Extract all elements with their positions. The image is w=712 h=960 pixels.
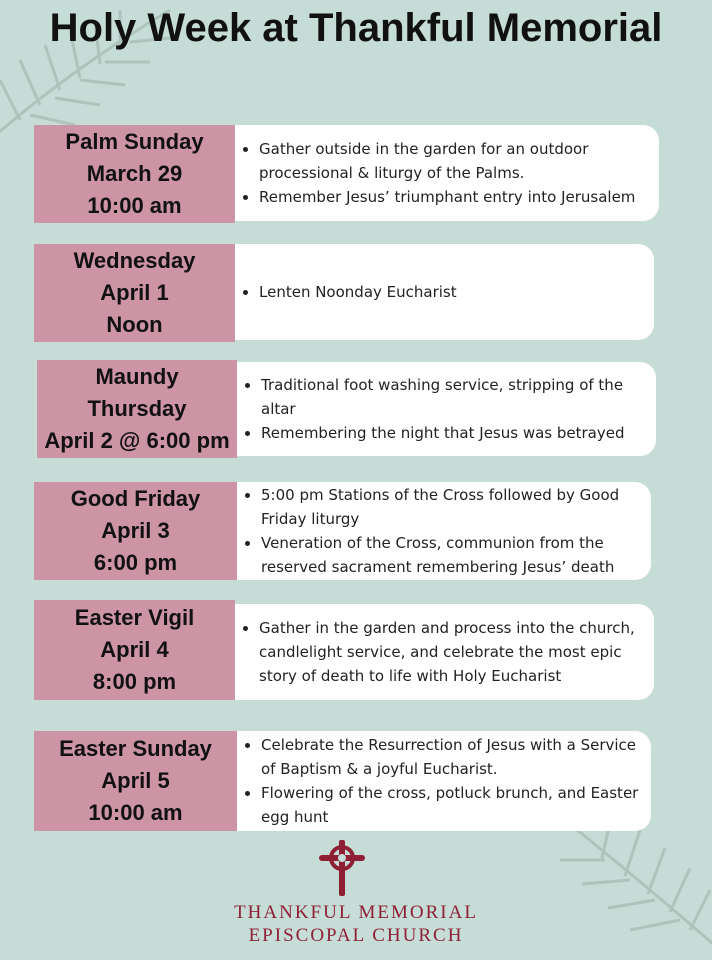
details-list <box>235 137 659 209</box>
schedule-date: April 1 <box>100 280 169 305</box>
schedule-date-block <box>34 731 237 831</box>
list-item: • Lenten Noonday Eucharist <box>259 280 457 304</box>
schedule-time: Noon <box>106 312 163 337</box>
schedule-time: 6:00 pm <box>93 550 178 575</box>
schedule-time: 10:00 am <box>87 193 182 218</box>
schedule-date-block <box>34 482 237 580</box>
list-item: • Traditional foot washing service, stripping of the altar <box>261 373 656 421</box>
schedule-time: April 2 @ 6:00 pm <box>44 428 230 453</box>
schedule-day: Easter Vigil <box>74 605 195 630</box>
list-item: • Flowering of the cross, potluck brunch, and Easter egg hunt <box>261 781 651 829</box>
schedule-date-block <box>34 125 235 223</box>
schedule-details-card <box>237 731 651 831</box>
details-list <box>237 733 651 829</box>
schedule-details-card <box>237 482 651 580</box>
schedule-details-card <box>235 125 659 221</box>
schedule-day: Good Friday <box>70 486 201 511</box>
list-item: • Gather outside in the garden for an outdoor processional & liturgy of the Palms. <box>259 137 659 185</box>
church-name-line1: THANKFUL MEMORIAL <box>234 902 478 923</box>
schedule-date: April 4 <box>100 637 169 662</box>
details-list <box>235 616 654 688</box>
page-title: Holy Week at Thankful Memorial <box>49 6 663 50</box>
details-list <box>237 373 656 445</box>
schedule-date-block <box>34 600 235 700</box>
schedule-details-card <box>235 244 654 340</box>
details-list <box>235 280 457 304</box>
list-item: • Celebrate the Resurrection of Jesus with a Service of Baptism & a joyful Eucharist. <box>261 733 651 781</box>
list-item: • Gather in the garden and process into the church, candlelight service, and celebrate the most epic story of death to life with Holy Eucharist <box>259 616 654 688</box>
list-item: • 5:00 pm Stations of the Cross followed by Good Friday liturgy <box>261 483 651 531</box>
schedule-time: 8:00 pm <box>92 669 177 694</box>
list-item: • Veneration of the Cross, communion from the reserved sacrament remembering Jesus’ death <box>261 531 651 579</box>
schedule-date-block <box>34 244 235 342</box>
celtic-cross-icon <box>319 840 365 896</box>
list-item: • Remembering the night that Jesus was betrayed <box>261 421 656 445</box>
schedule-day: Maundy <box>95 364 179 389</box>
schedule-time: 10:00 am <box>88 800 183 825</box>
schedule-day: Palm Sunday <box>65 129 204 154</box>
list-item: • Remember Jesus’ triumphant entry into Jerusalem <box>259 185 659 209</box>
schedule-day: Easter Sunday <box>59 736 212 761</box>
details-list <box>237 483 651 579</box>
schedule-date: April 3 <box>101 518 170 543</box>
church-name-line2: EPISCOPAL CHURCH <box>248 925 464 946</box>
schedule-details-card <box>235 604 654 700</box>
schedule-date-block <box>37 360 237 458</box>
schedule-date: Thursday <box>87 396 187 421</box>
schedule-date: March 29 <box>86 161 183 186</box>
schedule-day: Wednesday <box>73 248 196 273</box>
schedule-details-card <box>237 362 656 456</box>
schedule-date: April 5 <box>101 768 170 793</box>
